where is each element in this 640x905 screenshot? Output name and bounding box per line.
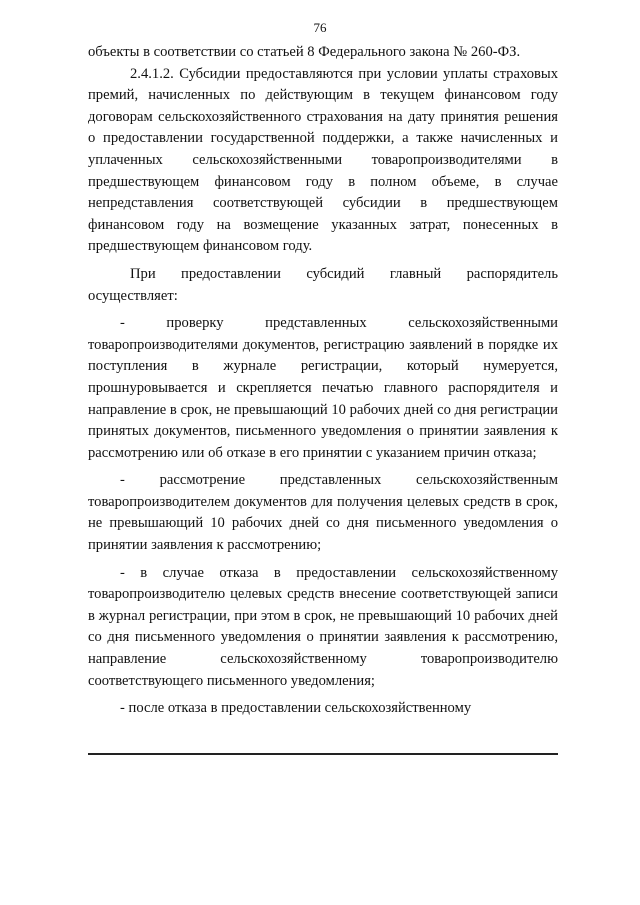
list-item-review: - рассмотрение представленных сельскохозяйственным товаропроизводителем документов для получения целевых средств в срок, не превышающий 10 рабочих дней со дня письменного уведомления о принятии заявления к рассмотрению; [88,472,558,554]
bottom-rule [88,753,558,755]
document-body [88,42,558,720]
list-item-refusal-record: - в случае отказа в предоставлении сельскохозяйственному товаропроизводителю целевых средств внесение соответствующей записи в журнал регистрации, при этом в срок, не превышающий 10 рабочих дней со дня письменного уведомления о принятии заявления к рассмотрению, направление сельскохозяйственному товаропроизводителю соответствующего письменного уведомления; [88,564,558,689]
page-number: 76 [313,20,327,35]
paragraph-2-4-1-2: 2.4.1.2. Субсидии предоставляются при условии уплаты страховых премий, начисленных по действующим в текущем финансовом году договорам сельскохозяйственного страхования на дату принятия решения о предоставлении государственной поддержки, а также начисленных и уплаченных сельскохозяйственными товаропроизводителями в предшествующем финансовом году в полном объеме, в случае непредставления соответствующей субсидии в предшествующем финансовом году на возмещение указанных затрат, понесенных в предшествующем финансовом году. [88,65,558,255]
paragraph-continuation: объекты в соответствии со статьей 8 Федерального закона № 260-ФЗ. [88,44,521,60]
list-item-after-refusal: - после отказа в предоставлении сельскохозяйственному [120,700,472,717]
paragraph-intro: При предоставлении субсидий главный распорядитель осуществляет: [88,265,558,304]
list-item-check: - проверку представленных сельскохозяйственными товаропроизводителями документов, регистрацию заявлений в порядке их поступления в журнале регистрации, который нумеруется, прошнуровывается и скрепляется печатью главного распорядителя и направление в срок, не превышающий 10 рабочих дней со дня регистрации принятых документов, письменного уведомления о принятии заявления к рассмотрению или об отказе в его принятии с указанием причин отказа; [88,315,558,461]
